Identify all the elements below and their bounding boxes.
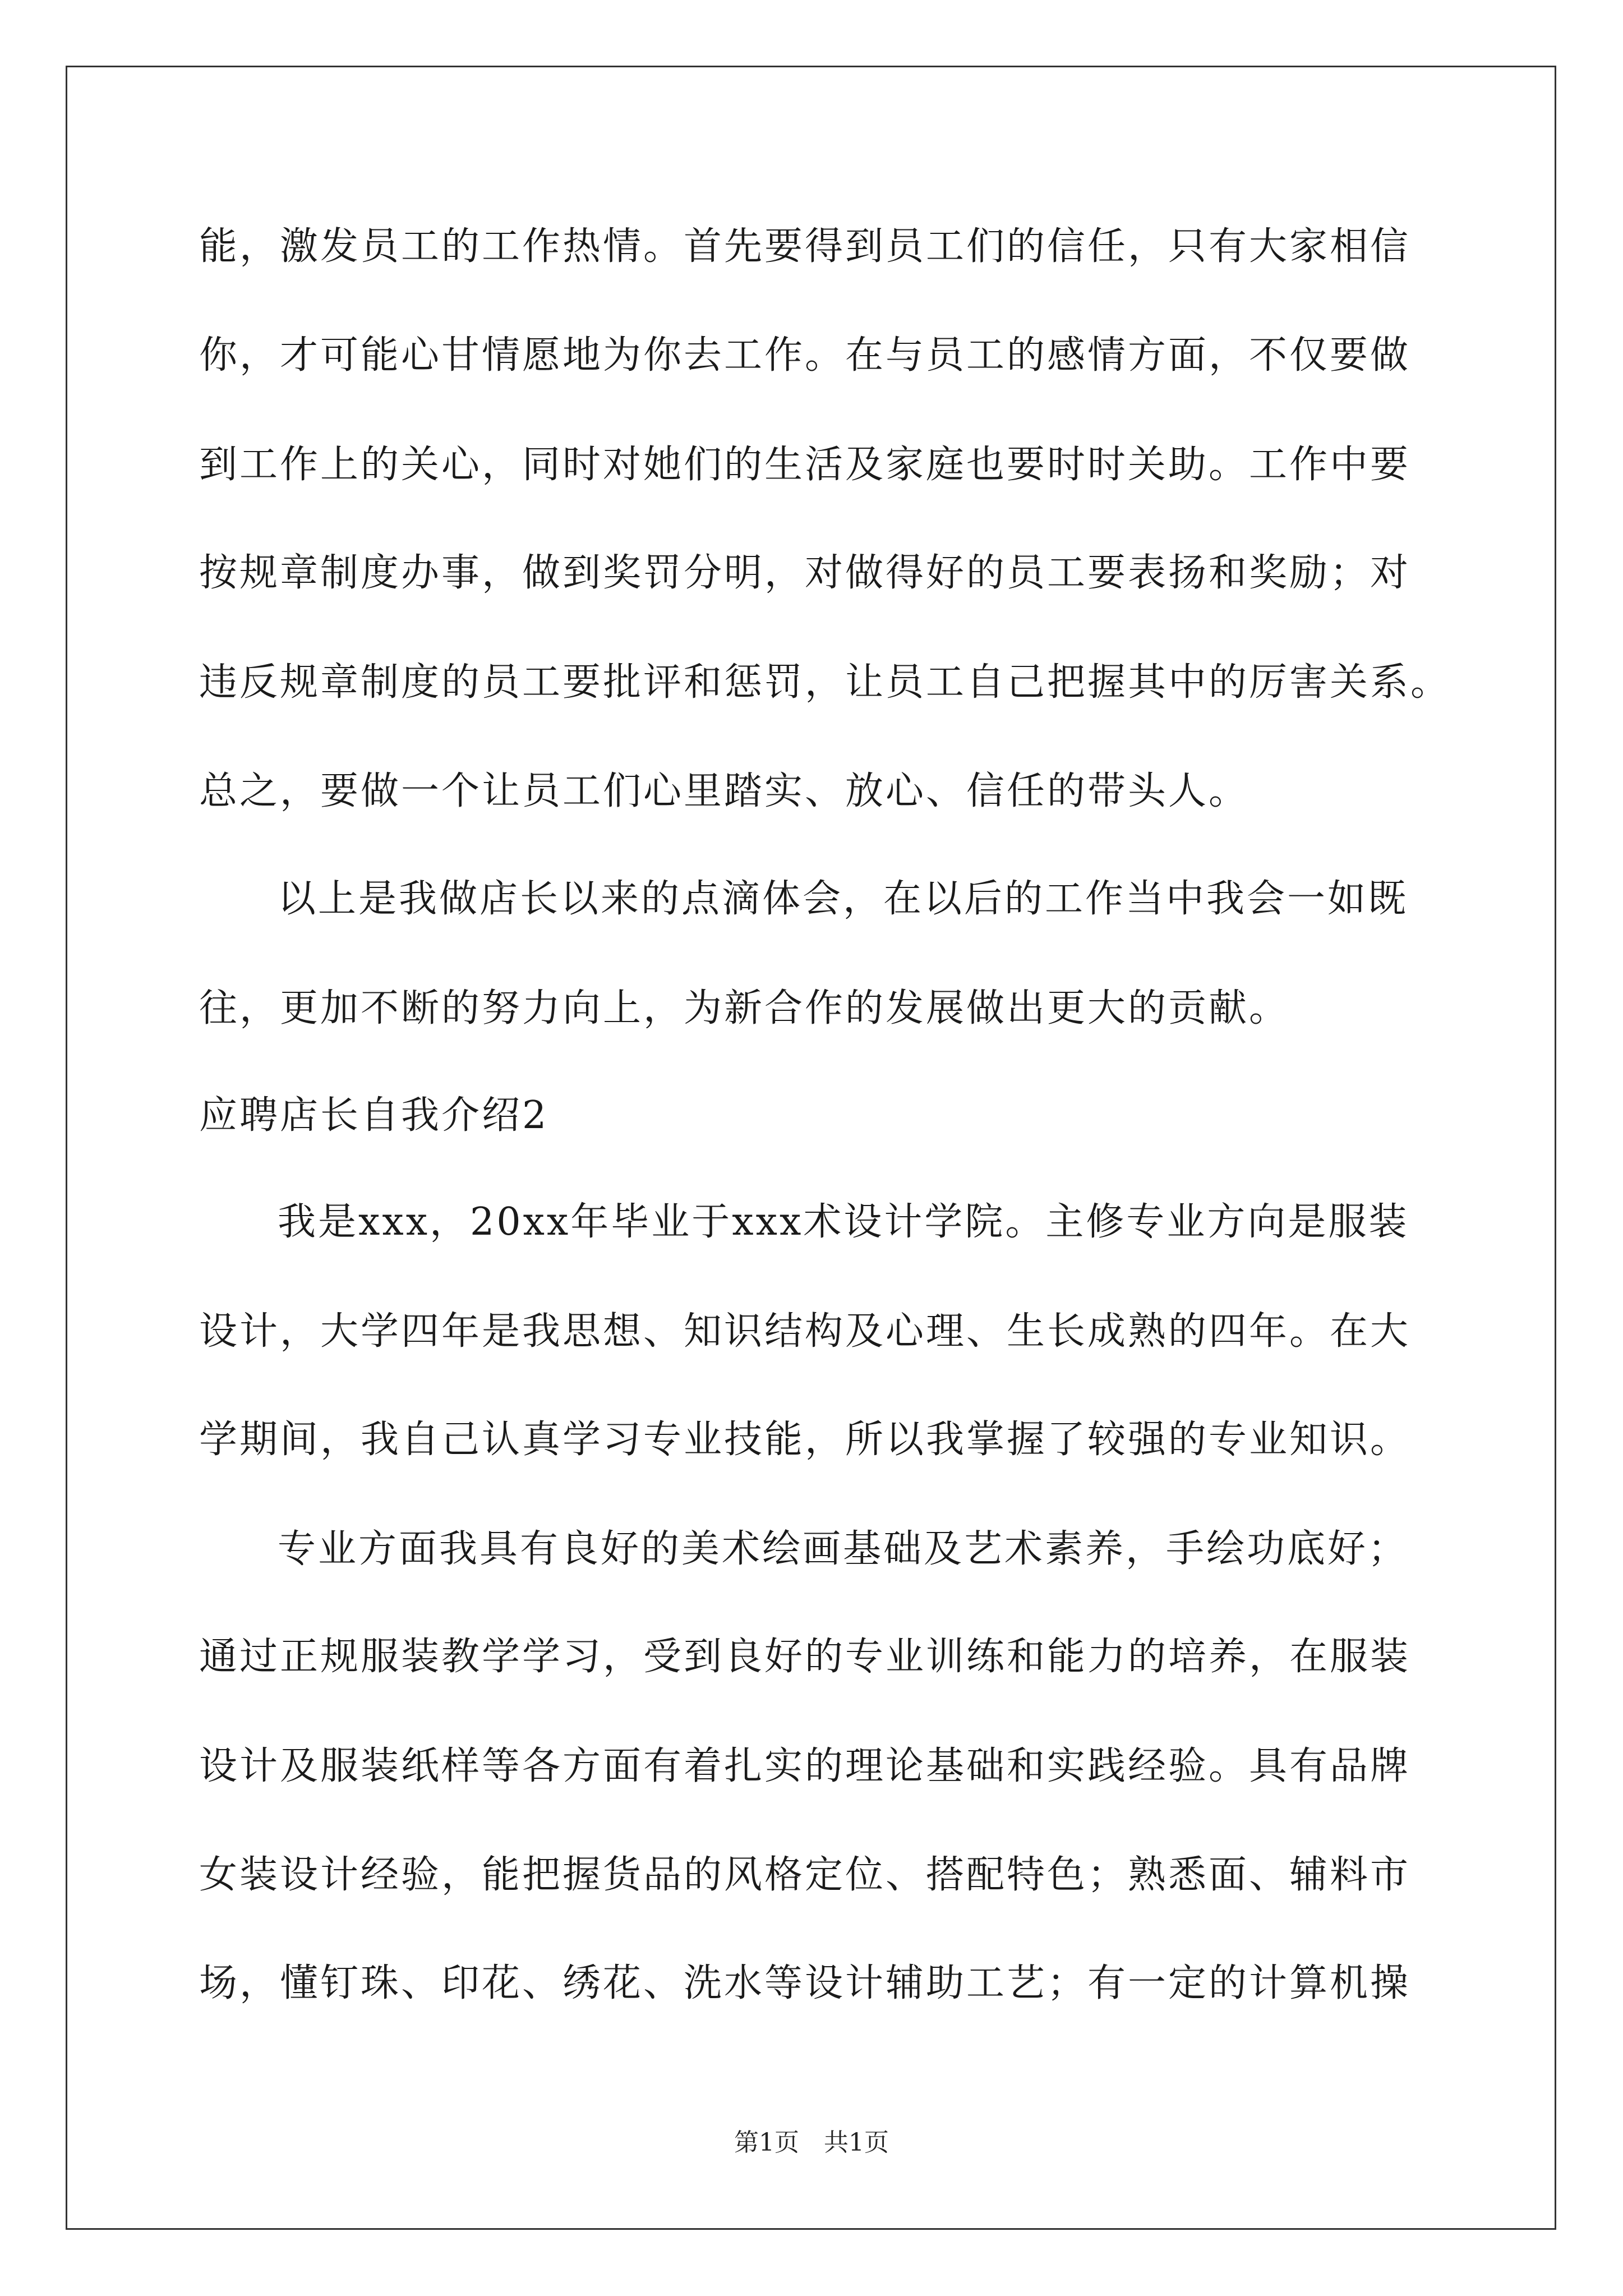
page-border	[66, 66, 1556, 2230]
paragraph-first-line: 专业方面我具有良好的美术绘画基础及艺术素养，手绘功底好；	[278, 1527, 1409, 1571]
body-text-line: 女装设计经验，能把握货品的风格定位、搭配特色；熟悉面、辅料市	[199, 1853, 1411, 1897]
page-footer: 第1页 共1页	[734, 2128, 889, 2157]
body-text-line: 违反规章制度的员工要批评和惩罚，让员工自己把握其中的厉害关系。	[199, 660, 1451, 705]
body-text-line: 按规章制度办事，做到奖罚分明，对做得好的员工要表扬和奖励；对	[199, 551, 1411, 595]
body-text-line: 往，更加不断的努力向上，为新合作的发展做出更大的贡献。	[199, 986, 1290, 1030]
body-text-line: 设计，大学四年是我思想、知识结构及心理、生长成熟的四年。在大	[199, 1309, 1411, 1354]
body-text-line: 设计及服装纸样等各方面有着扎实的理论基础和实践经验。具有品牌	[199, 1744, 1411, 1788]
paragraph-first-line: 我是xxx，20xx年毕业于xxx术设计学院。主修专业方向是服装	[278, 1200, 1409, 1244]
body-text-line: 你，才可能心甘情愿地为你去工作。在与员工的感情方面，不仅要做	[199, 333, 1411, 378]
body-text-line: 通过正规服装教学学习，受到良好的专业训练和能力的培养，在服装	[199, 1635, 1411, 1679]
body-text-line: 总之，要做一个让员工们心里踏实、放心、信任的带头人。	[199, 769, 1249, 813]
section-heading: 应聘店长自我介绍2	[199, 1093, 549, 1138]
body-text-line: 能，激发员工的工作热情。首先要得到员工们的信任，只有大家相信	[199, 224, 1411, 269]
paragraph-first-line: 以上是我做店长以来的点滴体会，在以后的工作当中我会一如既	[278, 877, 1409, 921]
body-text-line: 场，懂钉珠、印花、绣花、洗水等设计辅助工艺；有一定的计算机操	[199, 1961, 1411, 2005]
body-text-line: 学期间，我自己认真学习专业技能，所以我掌握了较强的专业知识。	[199, 1418, 1411, 1462]
body-text-line: 到工作上的关心，同时对她们的生活及家庭也要时时关助。工作中要	[199, 443, 1411, 487]
